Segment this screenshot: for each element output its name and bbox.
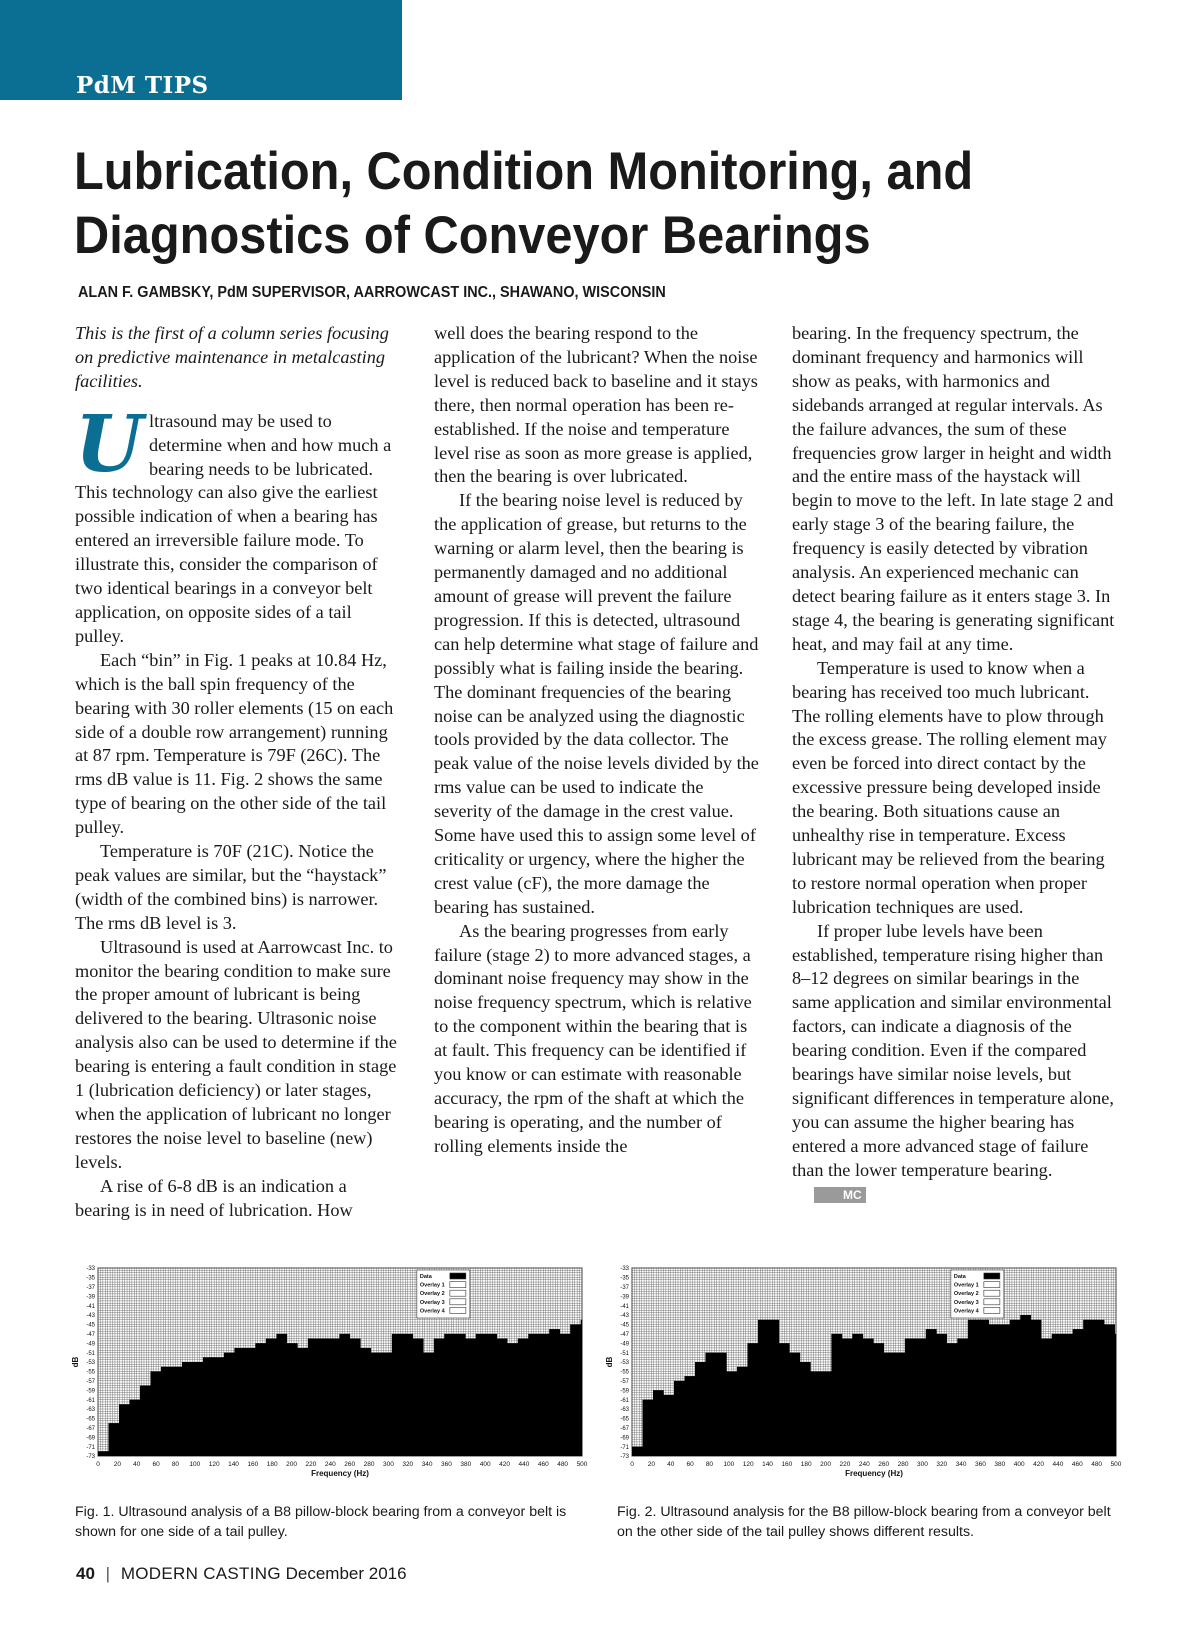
- x-tick-label: 160: [247, 1461, 259, 1468]
- x-tick-label: 180: [266, 1461, 278, 1468]
- y-tick-label: -47: [86, 1332, 95, 1338]
- bar: [999, 1324, 1010, 1456]
- y-tick-label: -57: [86, 1379, 95, 1385]
- x-tick-label: 440: [518, 1461, 530, 1468]
- bar: [192, 1362, 203, 1456]
- bar: [392, 1334, 403, 1456]
- y-tick-label: -55: [620, 1369, 629, 1376]
- column-3: [792, 322, 1117, 1207]
- bar: [684, 1376, 695, 1456]
- x-tick-label: 120: [208, 1461, 220, 1468]
- bar: [224, 1353, 235, 1456]
- legend-entry-label: Overlay 1: [419, 1282, 445, 1289]
- article-byline: ALAN F. GAMBSKY, PdM SUPERVISOR, AARROWCAST INC., SHAWANO, WISCONSIN: [78, 284, 666, 301]
- y-tick-label: -39: [620, 1294, 629, 1301]
- x-tick-label: 360: [975, 1461, 986, 1468]
- bar: [507, 1343, 518, 1456]
- y-tick-label: -69: [620, 1435, 629, 1442]
- bar: [234, 1348, 245, 1456]
- magazine-name: MODERN CASTING: [120, 1564, 281, 1583]
- bar: [276, 1334, 287, 1456]
- x-tick-label: 320: [402, 1461, 414, 1468]
- bar: [182, 1362, 193, 1456]
- bar: [758, 1320, 769, 1456]
- x-axis-label: Frequency (Hz): [311, 1469, 369, 1478]
- y-tick-label: -47: [620, 1332, 629, 1338]
- paragraph: If the bearing noise level is reduced by the application of grease, but returns to the warning or alarm level, then the bearing is permanently damaged and no additional amount of grease will prevent the failure progression. If this is detected, ultrasound can help determine what stage of failure and possibly what is failing inside the bearing. The dominant frequencies of the bearing noise can be analyzed using the diagnostic tools provided by the data collector. The peak value of the noise levels divided by the rms value can be used to indicate the severity of the damage in the crest value. Some have used this to assign some level of criticality or urgency, where the higher the crest value (cF), the more damage the bearing has sustained.: [434, 490, 759, 917]
- bar: [842, 1339, 853, 1457]
- legend-swatch: [984, 1307, 1000, 1313]
- paragraph: [792, 920, 1117, 1207]
- legend: [951, 1270, 1004, 1318]
- bar: [831, 1334, 842, 1456]
- bar: [539, 1334, 550, 1456]
- x-tick-label: 300: [382, 1461, 394, 1468]
- bar: [528, 1334, 539, 1456]
- y-tick-label: -43: [86, 1313, 95, 1320]
- bar: [203, 1357, 214, 1456]
- bar: [245, 1348, 256, 1456]
- x-tick-label: 20: [647, 1461, 655, 1468]
- x-tick-label: 500: [576, 1461, 588, 1468]
- legend-swatch: [450, 1290, 466, 1296]
- footer-separator: |: [105, 1564, 111, 1583]
- bar: [108, 1423, 119, 1456]
- y-tick-label: -37: [86, 1285, 95, 1291]
- bar: [150, 1371, 161, 1456]
- x-tick-label: 60: [686, 1461, 694, 1468]
- x-tick-label: 140: [228, 1461, 239, 1468]
- legend-entry-label: Overlay 4: [419, 1308, 445, 1315]
- x-tick-label: 280: [897, 1461, 909, 1468]
- bar: [632, 1447, 643, 1456]
- x-tick-label: 480: [1091, 1461, 1103, 1468]
- x-tick-label: 500: [1110, 1461, 1122, 1468]
- y-tick-label: -59: [86, 1388, 95, 1395]
- legend-entry-label: Overlay 3: [419, 1299, 445, 1306]
- y-tick-label: -37: [620, 1285, 629, 1291]
- column-1: [75, 322, 400, 1223]
- bar: [779, 1343, 790, 1456]
- y-tick-label: -53: [86, 1360, 95, 1367]
- page-footer: [76, 1564, 407, 1584]
- y-tick-label: -41: [620, 1303, 629, 1310]
- legend-entry-label: Overlay 1: [953, 1282, 979, 1289]
- y-tick-label: -33: [86, 1266, 95, 1273]
- bar: [1083, 1320, 1094, 1456]
- x-tick-label: 460: [1071, 1461, 1083, 1468]
- x-tick-label: 200: [820, 1461, 832, 1468]
- bar: [486, 1334, 497, 1456]
- x-tick-label: 400: [1013, 1461, 1025, 1468]
- bar: [213, 1357, 224, 1456]
- bar: [287, 1343, 298, 1456]
- y-tick-label: -49: [620, 1341, 629, 1348]
- bar: [413, 1339, 424, 1457]
- bar: [339, 1334, 350, 1456]
- bar: [800, 1362, 811, 1456]
- bar: [968, 1320, 979, 1456]
- y-tick-label: -55: [86, 1369, 95, 1376]
- figure-1-caption: Fig. 1. Ultrasound analysis of a B8 pillow-block bearing from a conveyor belt is shown for one side of a tail pulley.: [75, 1504, 567, 1540]
- y-tick-label: -41: [86, 1303, 95, 1310]
- bar: [1094, 1320, 1105, 1456]
- paragraph: bearing. In the frequency spectrum, the dominant frequency and harmonics will show as peaks, with harmonics and sidebands arranged at regular intervals. As the failure advances, the sum of these frequencies grow larger in height and width and the entire mass of the haystack will begin to move to the left. In late stage 2 and early stage 3 of the bearing failure, the frequency is easily detected by vibration analysis. An experienced mechanic can detect bearing failure as it enters stage 3. In stage 4, the bearing is generating significant heat, and may fail at any time.: [792, 323, 1115, 654]
- x-tick-label: 260: [344, 1461, 356, 1468]
- bar: [455, 1334, 466, 1456]
- bar: [1041, 1339, 1052, 1457]
- legend-swatch: [984, 1299, 1000, 1305]
- x-tick-label: 0: [96, 1461, 100, 1468]
- paragraph: Each “bin” in Fig. 1 peaks at 10.84 Hz, which is the ball spin frequency of the bearing with 30 roller elements (15 on each side of a double row arrangement) running at 87 rpm. Temperature is 79F (26C). The rms dB value is 11. Fig. 2 shows the same type of bearing on the other side of the tail pulley.: [75, 649, 394, 838]
- y-tick-label: -33: [620, 1266, 629, 1273]
- x-axis-label: Frequency (Hz): [845, 1469, 903, 1478]
- intro-text: This is the first of a column series focusing on predictive maintenance in metalcasting facilities.: [75, 323, 389, 391]
- x-tick-label: 80: [705, 1461, 714, 1468]
- x-tick-label: 280: [363, 1461, 375, 1468]
- paragraph: As the bearing progresses from early failure (stage 2) to more advanced stages, a dominant noise frequency may show in the noise frequency spectrum, which is relative to the component within the bearing that is at fault. This frequency can be identified if you know or can estimate with reasonable accuracy, the rpm of the shaft at which the bearing is operating, and the number of rolling elements inside the: [434, 920, 752, 1156]
- bar: [308, 1339, 319, 1457]
- x-tick-label: 100: [189, 1461, 201, 1468]
- y-tick-label: -69: [86, 1435, 95, 1442]
- bar: [821, 1371, 832, 1456]
- y-tick-label: -61: [620, 1397, 629, 1404]
- bar: [978, 1320, 989, 1456]
- bar: [747, 1343, 758, 1456]
- bar: [716, 1353, 727, 1456]
- bar: [570, 1324, 581, 1456]
- bar: [497, 1339, 508, 1457]
- bar: [476, 1334, 487, 1456]
- paragraph: A rise of 6-8 dB is an indication a bearing is in need of lubrication. How: [75, 1175, 353, 1220]
- page-number: 40: [76, 1564, 95, 1583]
- legend-swatch: [450, 1273, 466, 1279]
- y-axis-label: dB: [71, 1356, 80, 1368]
- bar: [1062, 1334, 1073, 1456]
- bar: [1104, 1324, 1115, 1456]
- bar: [705, 1353, 716, 1456]
- bar: [926, 1329, 937, 1456]
- y-tick-label: -45: [86, 1322, 95, 1329]
- bar: [402, 1334, 413, 1456]
- bar: [318, 1339, 329, 1457]
- bar: [329, 1339, 340, 1457]
- bar: [863, 1339, 874, 1457]
- bar: [936, 1334, 947, 1456]
- bar: [140, 1386, 151, 1457]
- bar: [518, 1339, 529, 1457]
- paragraph: Temperature is 70F (21C). Notice the peak values are similar, but the “haystack” (width of the combined bins) is narrower. The rms dB level is 3.: [75, 841, 387, 933]
- bar: [852, 1334, 863, 1456]
- y-tick-label: -65: [620, 1416, 629, 1423]
- x-tick-label: 80: [171, 1461, 180, 1468]
- paragraph: [75, 398, 400, 649]
- bar: [560, 1334, 571, 1456]
- y-tick-label: -63: [86, 1407, 95, 1414]
- bar: [737, 1367, 748, 1456]
- bar: [789, 1353, 800, 1456]
- bar: [915, 1339, 926, 1457]
- bar: [726, 1371, 737, 1456]
- bar: [905, 1339, 916, 1457]
- y-tick-label: -53: [620, 1360, 629, 1367]
- x-tick-label: 40: [667, 1461, 675, 1468]
- bar: [581, 1320, 583, 1456]
- y-tick-label: -39: [86, 1294, 95, 1301]
- end-mark-badge: MC: [814, 1187, 866, 1203]
- legend-entry-label: Overlay 4: [953, 1308, 979, 1315]
- x-tick-label: 460: [537, 1461, 549, 1468]
- paragraph: Temperature is used to know when a bearing has received too much lubricant. The rolling elements have to plow through the excess grease. The rolling element may even be forced into direct contact by the excessive pressure being developed inside the bearing. Both situations cause an unhealthy rise in temperature. Excess lubricant may be relieved from the bearing to restore normal operation when proper lubrication techniques are used.: [792, 657, 1107, 917]
- bar: [171, 1367, 182, 1456]
- x-tick-label: 160: [781, 1461, 793, 1468]
- bar: [98, 1451, 109, 1456]
- legend-entry-label: Data: [419, 1274, 432, 1280]
- x-tick-label: 440: [1052, 1461, 1064, 1468]
- bar: [1115, 1334, 1117, 1456]
- x-tick-label: 480: [557, 1461, 569, 1468]
- bar: [360, 1348, 371, 1456]
- bar: [297, 1348, 308, 1456]
- bar: [434, 1339, 445, 1457]
- bar: [381, 1353, 392, 1456]
- legend-entry-label: Overlay 2: [953, 1291, 979, 1298]
- x-tick-label: 140: [762, 1461, 773, 1468]
- y-tick-label: -43: [620, 1313, 629, 1320]
- x-tick-label: 240: [858, 1461, 870, 1468]
- paragraph-text: If proper lube levels have been established, temperature rising higher than 8–12 degrees on similar bearings in the same application and similar environmental factors, can indicate a diagnosis of the bearing condition. Even if the compared bearings have similar noise levels, but significant differences in temperature alone, you can assume the higher bearing has entered a more advanced stage of failure than the lower temperature bearing.: [792, 920, 1114, 1180]
- x-tick-label: 420: [499, 1461, 510, 1468]
- bar: [129, 1400, 140, 1456]
- y-tick-label: -73: [86, 1454, 95, 1461]
- x-tick-label: 360: [441, 1461, 452, 1468]
- y-tick-label: -45: [620, 1322, 629, 1329]
- legend-entry-label: Data: [953, 1274, 966, 1280]
- y-tick-label: -35: [86, 1275, 95, 1282]
- legend-swatch: [984, 1290, 1000, 1296]
- article-title: Lubrication, Condition Monitoring, and Diagnostics of Conveyor Bearings: [74, 142, 974, 265]
- x-tick-label: 340: [955, 1461, 967, 1468]
- bar: [674, 1381, 685, 1456]
- y-axis-label: dB: [605, 1356, 614, 1368]
- bar: [768, 1320, 779, 1456]
- x-tick-label: 220: [839, 1461, 851, 1468]
- x-tick-label: 120: [742, 1461, 754, 1468]
- x-tick-label: 320: [936, 1461, 948, 1468]
- x-tick-label: 300: [916, 1461, 928, 1468]
- y-tick-label: -61: [86, 1397, 95, 1404]
- bar: [642, 1400, 653, 1456]
- y-tick-label: -49: [86, 1341, 95, 1348]
- bar: [810, 1371, 821, 1456]
- bar: [873, 1343, 884, 1456]
- y-tick-label: -67: [86, 1426, 95, 1432]
- bar: [371, 1353, 382, 1456]
- x-tick-label: 0: [630, 1461, 634, 1468]
- x-tick-label: 40: [133, 1461, 141, 1468]
- y-tick-label: -35: [620, 1275, 629, 1282]
- y-tick-label: -71: [620, 1444, 629, 1451]
- x-tick-label: 240: [324, 1461, 336, 1468]
- dropcap: U: [75, 398, 144, 490]
- y-tick-label: -59: [620, 1388, 629, 1395]
- bar: [266, 1339, 277, 1457]
- figure-1-svg: [70, 1262, 590, 1486]
- figure-2-caption: Fig. 2. Ultrasound analysis for the B8 pillow-block bearing from a conveyor belt on the other side of the tail pulley shows different results.: [617, 1504, 1111, 1540]
- bar: [1073, 1329, 1084, 1456]
- legend-swatch: [450, 1299, 466, 1305]
- section-tag: PdM TIPS: [76, 72, 209, 99]
- y-tick-label: -73: [620, 1454, 629, 1461]
- legend-swatch: [984, 1273, 1000, 1279]
- x-tick-label: 100: [723, 1461, 735, 1468]
- bar: [1020, 1315, 1031, 1456]
- bar: [957, 1339, 968, 1457]
- x-tick-label: 380: [994, 1461, 1006, 1468]
- legend-swatch: [450, 1282, 466, 1288]
- x-tick-label: 420: [1033, 1461, 1044, 1468]
- y-tick-label: -63: [620, 1407, 629, 1414]
- bar: [1052, 1334, 1063, 1456]
- x-tick-label: 180: [800, 1461, 812, 1468]
- x-tick-label: 340: [421, 1461, 433, 1468]
- column-2: [434, 322, 759, 1159]
- bar: [1010, 1320, 1021, 1456]
- bar: [989, 1324, 1000, 1456]
- legend-swatch: [984, 1282, 1000, 1288]
- x-tick-label: 400: [479, 1461, 491, 1468]
- y-tick-label: -51: [620, 1350, 629, 1357]
- bar: [653, 1390, 664, 1456]
- y-tick-label: -51: [86, 1350, 95, 1357]
- bar: [350, 1339, 361, 1457]
- bar: [894, 1353, 905, 1456]
- paragraph: well does the bearing respond to the application of the lubricant? When the noise level is reduced back to baseline and it stays there, then normal operation has been re-established. If the noise and temperature level rise as soon as more grease is applied, then the bearing is over lubricated.: [434, 323, 758, 487]
- bar: [884, 1353, 895, 1456]
- bar: [695, 1362, 706, 1456]
- bar: [423, 1353, 434, 1456]
- bar: [465, 1339, 476, 1457]
- x-tick-label: 60: [152, 1461, 160, 1468]
- bar: [947, 1343, 958, 1456]
- figure-2-svg: [604, 1262, 1124, 1486]
- y-tick-label: -67: [620, 1426, 629, 1432]
- x-tick-label: 20: [113, 1461, 121, 1468]
- bar: [255, 1343, 266, 1456]
- figure-1-chart: [70, 1262, 590, 1486]
- x-tick-label: 220: [305, 1461, 317, 1468]
- paragraph-text: ltrasound may be used to determine when and how much a bearing needs to be lubricated. This technology can also give the earliest possible indication of when a bearing has entered an irreversible failure mode. To illustrate this, consider the comparison of two identical bearings in a conveyor belt application, on opposite sides of a tail pulley.: [75, 410, 392, 646]
- figure-2-chart: [604, 1262, 1124, 1486]
- legend-entry-label: Overlay 2: [419, 1291, 445, 1298]
- bar: [119, 1404, 130, 1456]
- bar: [1031, 1320, 1042, 1456]
- y-tick-label: -57: [620, 1379, 629, 1385]
- y-tick-label: -65: [86, 1416, 95, 1423]
- bar: [161, 1367, 172, 1456]
- paragraph: Ultrasound is used at Aarrowcast Inc. to monitor the bearing condition to make sure the proper amount of lubricant is being delivered to the bearing. Ultrasonic noise analysis also can be used to determine if the bearing is entering a fault condition in stage 1 (lubrication deficiency) or later stages, when the application of lubricant no longer restores the noise level to baseline (new) levels.: [75, 936, 397, 1172]
- bar: [444, 1334, 455, 1456]
- x-tick-label: 380: [460, 1461, 472, 1468]
- issue-date: December 2016: [285, 1564, 407, 1583]
- x-tick-label: 200: [286, 1461, 298, 1468]
- bar: [549, 1329, 560, 1456]
- legend: [417, 1270, 470, 1318]
- x-tick-label: 260: [878, 1461, 890, 1468]
- bar: [663, 1395, 674, 1456]
- legend-entry-label: Overlay 3: [953, 1299, 979, 1306]
- y-tick-label: -71: [86, 1444, 95, 1451]
- legend-swatch: [450, 1307, 466, 1313]
